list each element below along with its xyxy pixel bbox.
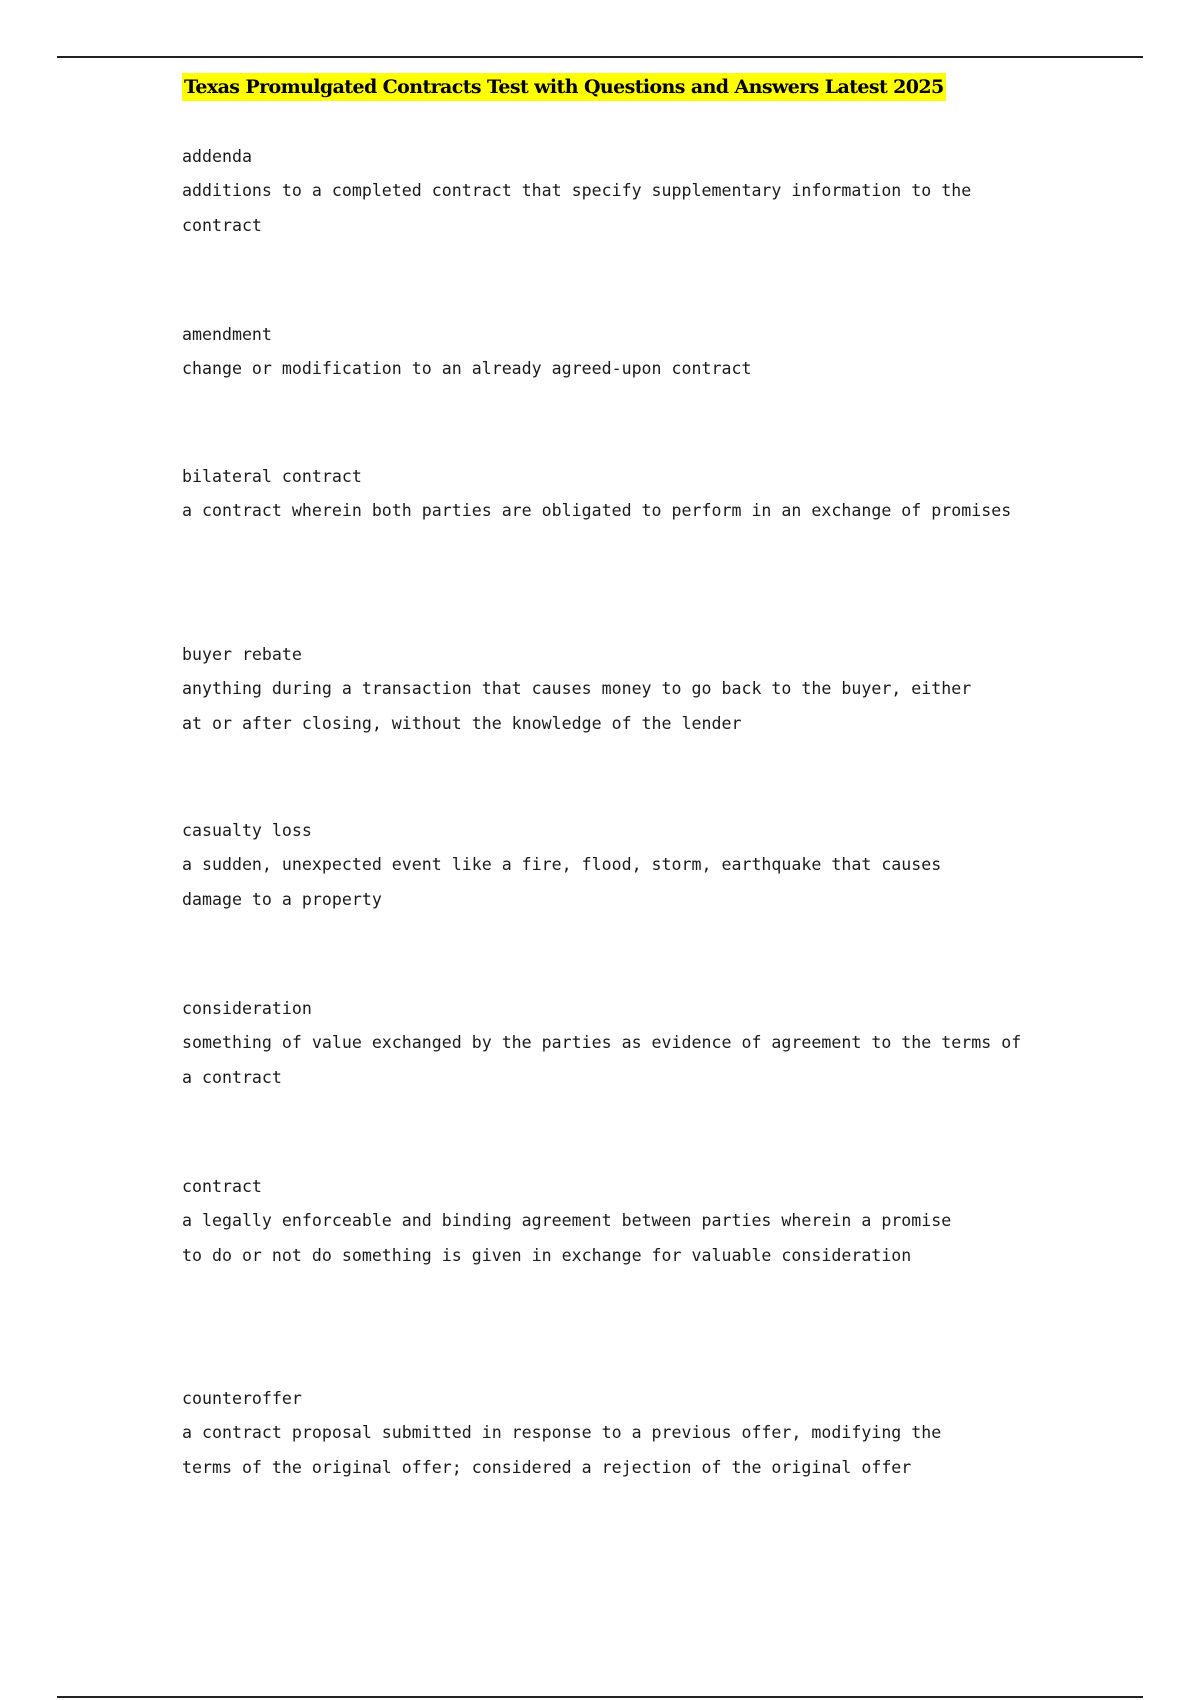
glossary-entry-bilateral-contract [182,465,1042,528]
entry-definition: anything during a transaction that causes money to go back to the buyer, either at or after closing, without the knowledge of the lender [182,679,972,733]
entry-definition: a legally enforceable and binding agreement between parties wherein a promise to do or not do something is given in exchange for valuable consideration [182,1211,952,1265]
entry-definition: additions to a completed contract that specify supplementary information to the contract [182,181,972,235]
entry-term: contract [182,1177,262,1196]
glossary-entry-amendment [182,323,1042,386]
entry-definition: a contract proposal submitted in response to a previous offer, modifying the terms of the original offer; considered a rejection of the original offer [182,1423,942,1477]
title-block [182,72,946,102]
entry-definition: change or modification to an already agreed-upon contract [182,359,752,378]
entry-definition: something of value exchanged by the parties as evidence of agreement to the terms of a contract [182,1033,1022,1087]
entry-term: counteroffer [182,1389,302,1408]
entry-definition: a sudden, unexpected event like a fire, flood, storm, earthquake that causes damage to a property [182,855,942,909]
header-rule [57,56,1143,58]
document-title: Texas Promulgated Contracts Test with Questions and Answers Latest 2025 [182,73,946,101]
footer-rule [57,1696,1143,1698]
entry-term: addenda [182,147,252,166]
entry-term: amendment [182,325,272,344]
glossary-entry-casualty-loss [182,819,1042,917]
entry-term: casualty loss [182,821,312,840]
glossary-entry-counteroffer [182,1387,1042,1485]
entry-term: bilateral contract [182,467,362,486]
entry-term: buyer rebate [182,645,302,664]
entry-term: consideration [182,999,312,1018]
entry-definition: a contract wherein both parties are obligated to perform in an exchange of promises [182,501,1012,520]
glossary-entry-addenda [182,145,1042,243]
glossary-entry-consideration [182,997,1042,1095]
glossary-entry-buyer-rebate [182,643,1042,741]
glossary-entry-contract [182,1175,1042,1273]
